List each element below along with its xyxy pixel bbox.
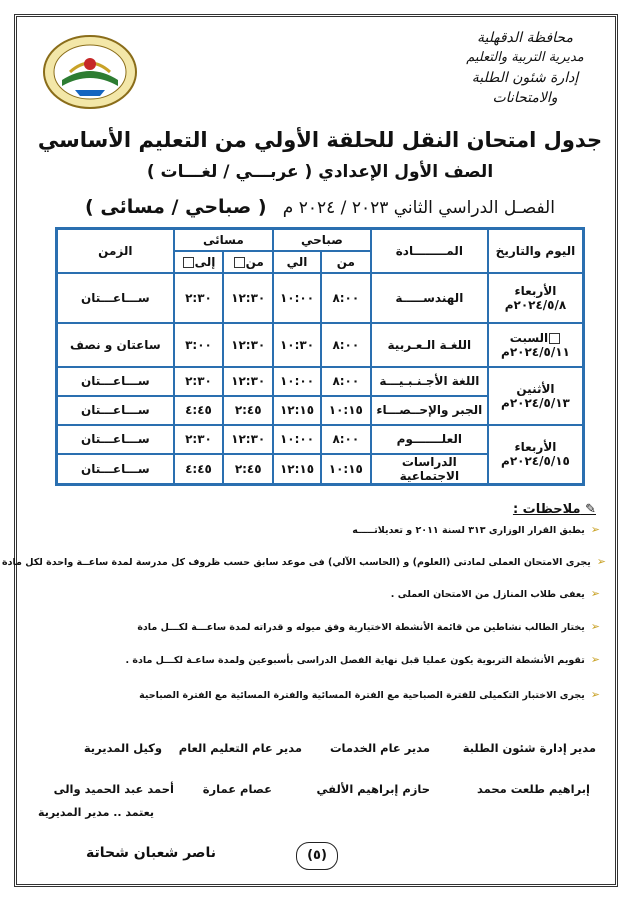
day-date-cell <box>488 323 584 367</box>
morning-from-cell: ٨:٠٠ <box>321 367 371 396</box>
morning-to-cell: ١٠:٠٠ <box>273 273 321 323</box>
org-line-governorate: محافظة الدقهلية <box>477 30 573 46</box>
note-text: يجرى الاختبار التكميلى للفترة الصباحية مع الفترة المسائية والفترة المسائية مع الفترة الصباحية <box>139 690 585 701</box>
arrow-bullet-icon: ➢ <box>590 587 600 600</box>
signature-title: مدير إدارة شئون الطلبة <box>462 741 596 755</box>
term-title <box>20 196 620 218</box>
evening-from-cell: ١٢:٣٠ <box>223 273 273 323</box>
note-text: يجرى الامتحان العملى لمادتى (العلوم) و (الحاسب الآلي) فى موعد سابق حسب ظروف كل مدرسة لمدة ساعــة واحدة لكل مادة <box>2 557 591 568</box>
signature-name: عصام عمارة <box>202 782 272 796</box>
table-row <box>57 367 584 396</box>
arrow-bullet-icon: ➢ <box>590 523 600 536</box>
evening-from-cell: ١٢:٣٠ <box>223 323 273 367</box>
morning-from-cell: ٨:٠٠ <box>321 273 371 323</box>
duration-cell: ســـاعـــتان <box>57 367 174 396</box>
duration-cell: ســـاعـــتان <box>57 396 174 425</box>
subject-cell: اللغة الأجـنـبـيـــة <box>371 367 488 396</box>
evening-to-cell: ٤:٤٥ <box>174 454 224 485</box>
evening-to-cell: ٢:٣٠ <box>174 273 224 323</box>
subject-cell: اللغـة الـعـربية <box>371 323 488 367</box>
duration-cell: ســـاعـــتان <box>57 454 174 485</box>
note-text: يختار الطالب نشاطين من قائمة الأنشطة الاختيارية وفق ميوله و قدراته لمدة ساعـــة لكـــل مادة <box>137 622 585 633</box>
term-label: الفصـل الدراسي الثاني ٢٠٢٣ / ٢٠٢٤ م <box>282 198 555 218</box>
governorate-logo <box>40 32 140 112</box>
morning-to-cell: ١٠:٠٠ <box>273 425 321 454</box>
shift-label: ( صباحي / مسائى ) <box>85 196 267 218</box>
org-header <box>450 28 600 108</box>
header-morning: صباحي <box>273 229 371 251</box>
note-item <box>137 620 600 633</box>
evening-to-cell: ٤:٤٥ <box>174 396 224 425</box>
note-text: يعفى طلاب المنازل من الامتحان العملى . <box>390 589 585 600</box>
notes-title-text: ملاحظات : <box>512 502 581 517</box>
day-date: ٢٠٢٤/٥/١١م <box>501 344 570 359</box>
approval-note: يعتمد .. مدير المديرية <box>38 806 154 819</box>
day-date: ٢٠٢٤/٥/٨م <box>504 297 567 312</box>
author-name: ناصر شعبان شحاتة <box>86 845 216 861</box>
arrow-bullet-icon: ➢ <box>596 555 606 568</box>
arrow-bullet-icon: ➢ <box>590 688 600 701</box>
morning-from-cell: ١٠:١٥ <box>321 454 371 485</box>
note-text: تقويم الأنشطة التربوية يكون عمليا قبل نهاية الفصل الدراسى بأسبوعين ولمدة ساعـة لكـــل مادة . <box>125 655 585 666</box>
header-evening: مسائى <box>174 229 273 251</box>
day-name: الأربعاء <box>514 440 557 454</box>
morning-from-cell: ٨:٠٠ <box>321 323 371 367</box>
note-item <box>391 587 600 600</box>
org-line-directorate: مديرية التربية والتعليم <box>466 50 584 65</box>
signature-name: إبراهيم طلعت محمد <box>476 782 590 796</box>
evening-from-cell: ٢:٤٥ <box>223 396 273 425</box>
header-morning-from: من <box>321 251 371 273</box>
morning-to-cell: ١٢:١٥ <box>273 454 321 485</box>
main-title: جدول امتحان النقل للحلقة الأولي من التعليم الأساسي <box>37 128 603 152</box>
signature-name: حازم إبراهيم الألفي <box>316 782 430 796</box>
day-name: السبت <box>509 330 549 345</box>
subject-cell: الدراسات الاجتماعية <box>371 454 488 485</box>
note-item <box>125 653 600 666</box>
duration-cell: ساعتان و نصف <box>57 323 174 367</box>
morning-from-cell: ١٠:١٥ <box>321 396 371 425</box>
evening-from-cell: ٢:٤٥ <box>223 454 273 485</box>
morning-to-cell: ١٠:٠٠ <box>273 367 321 396</box>
subject-cell: العلـــــــوم <box>371 425 488 454</box>
day-name: الأربعاء <box>514 283 557 298</box>
exam-schedule-table <box>55 227 585 486</box>
checkbox-icon <box>234 257 245 268</box>
day-date-cell <box>488 273 584 323</box>
evening-to-cell: ٢:٣٠ <box>174 425 224 454</box>
header-duration: الزمن <box>57 229 174 273</box>
signature-title: مدير عام التعليم العام <box>178 741 302 755</box>
day-date-cell <box>488 425 584 485</box>
org-line-department: إدارة شئون الطلبة والامتحانات <box>471 70 579 106</box>
duration-cell: ســـاعـــتان <box>57 273 174 323</box>
checkbox-icon <box>549 333 560 344</box>
note-text: يطبق القرار الوزارى ٣١٣ لسنة ٢٠١١ و تعديلاتـــــه <box>352 525 585 536</box>
header-evening-to <box>174 251 224 273</box>
header-evening-to-label: إلى <box>194 254 216 269</box>
header-evening-from-label: من <box>245 254 264 269</box>
evening-from-cell: ١٢:٣٠ <box>223 367 273 396</box>
header-morning-to: الي <box>273 251 321 273</box>
note-item <box>352 523 600 536</box>
morning-to-cell: ١٢:١٥ <box>273 396 321 425</box>
note-item <box>139 688 600 701</box>
table-row <box>57 273 584 323</box>
signature-name: أحمد عبد الحميد والى <box>53 782 174 796</box>
table-row <box>57 323 584 367</box>
day-date: ٢٠٢٤/٥/١٥م <box>501 454 570 468</box>
header-day-date: اليوم والتاريخ <box>488 229 584 273</box>
table-row <box>57 425 584 454</box>
day-name: الأثنين <box>516 381 555 396</box>
header-evening-from <box>223 251 273 273</box>
duration-cell: ســـاعـــتان <box>57 425 174 454</box>
note-item <box>2 555 606 568</box>
header-subject: المــــــــادة <box>371 229 488 273</box>
page-number: (٥) <box>296 842 338 870</box>
evening-to-cell: ٢:٣٠ <box>174 367 224 396</box>
evening-from-cell: ١٢:٣٠ <box>223 425 273 454</box>
day-date-cell <box>488 367 584 425</box>
arrow-bullet-icon: ➢ <box>590 620 600 633</box>
arrow-bullet-icon: ➢ <box>590 653 600 666</box>
morning-to-cell: ١٠:٣٠ <box>273 323 321 367</box>
pen-icon: ✎ <box>580 502 596 517</box>
subject-cell: الجبر والإحــصـــاء <box>371 396 488 425</box>
morning-from-cell: ٨:٠٠ <box>321 425 371 454</box>
grade-title: الصف الأول الإعدادي ( عربـــي / لغـــات ) <box>146 162 494 182</box>
evening-to-cell: ٣:٠٠ <box>174 323 224 367</box>
signature-title: وكيل المديرية <box>83 741 162 755</box>
notes-title <box>513 502 596 517</box>
checkbox-icon <box>183 257 194 268</box>
signature-title: مدير عام الخدمات <box>329 741 430 755</box>
subject-cell: الهندســـــة <box>371 273 488 323</box>
day-date: ٢٠٢٤/٥/١٣م <box>501 395 570 410</box>
